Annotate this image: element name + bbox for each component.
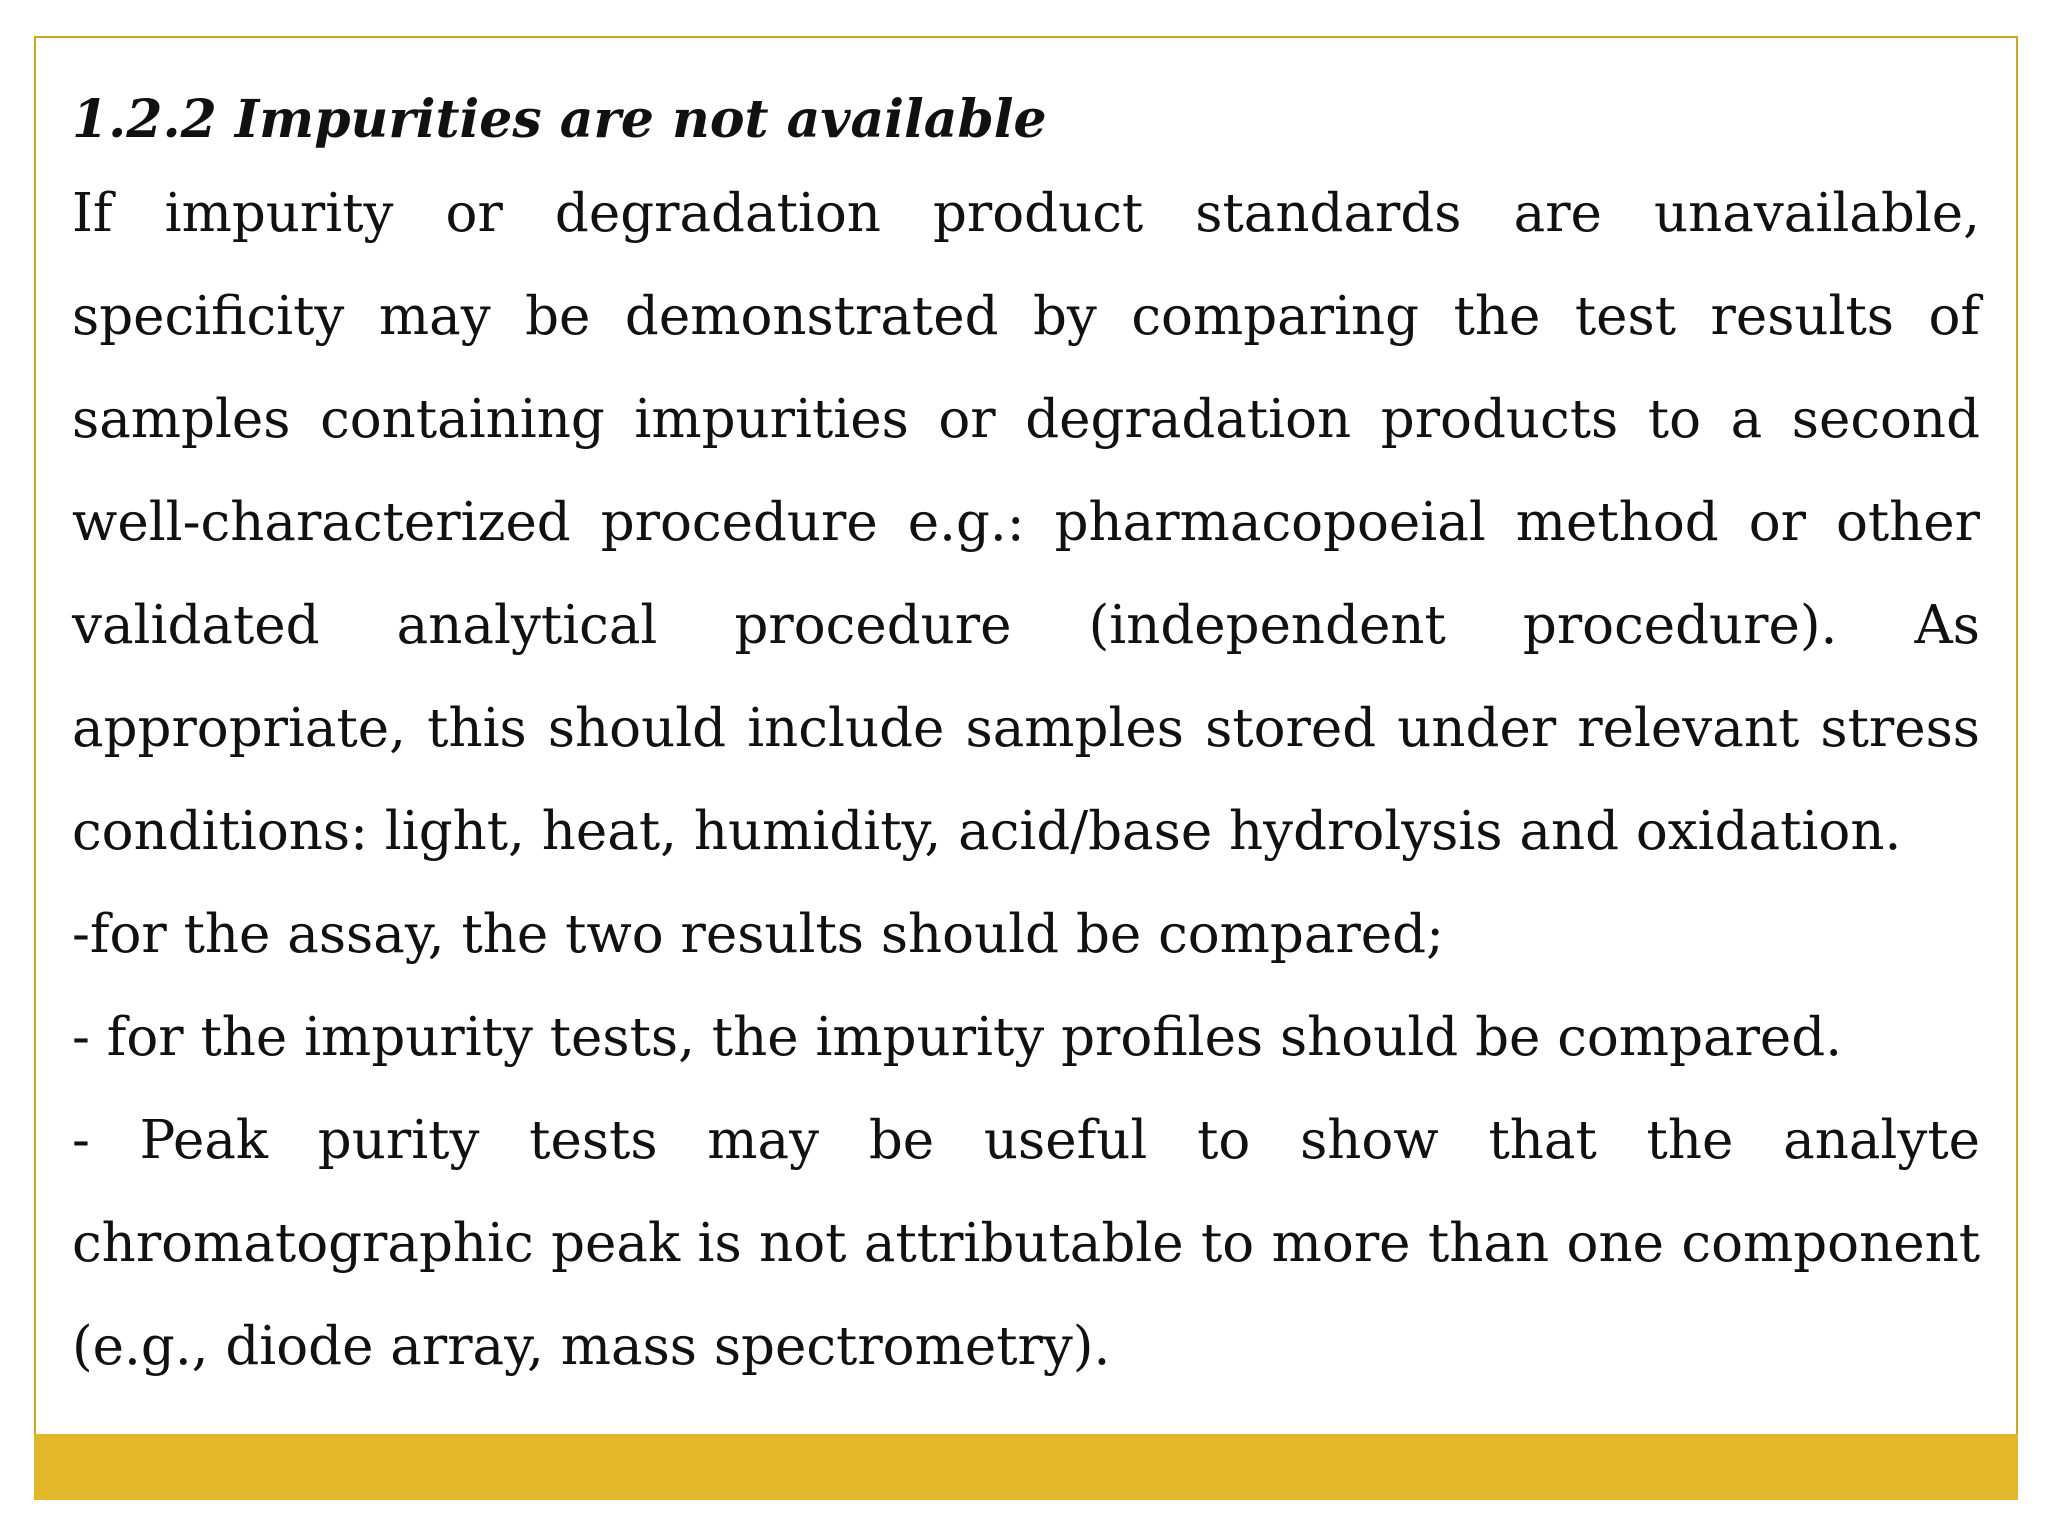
body-paragraph: If impurity or degradation product standards are unavailable, specificity may be demonstrated by comparing the test results of samples containing impurities or degradation products to a second well-characterized procedure e.g.: pharmacopoeial method or other validated analytical procedure (independent procedure). As appropriate, this should include samples stored under relevant stress conditions: light, heat, humidity, acid/base hydrolysis and oxidation.	[72, 183, 1980, 862]
section-heading: 1.2.2 Impurities are not available	[72, 89, 1047, 150]
bullet-peak-purity: - Peak purity tests may be useful to show that the analyte chromatographic peak is not attributable to more than one component (e.g., diode array, mass spectrometry).	[72, 1110, 1980, 1377]
footer-accent-bar	[34, 1434, 2018, 1500]
bullet-impurity-tests: - for the impurity tests, the impurity profiles should be compared.	[72, 1007, 1843, 1068]
bullet-assay: -for the assay, the two results should be compared;	[72, 904, 1444, 965]
slide-content	[72, 78, 1980, 1398]
